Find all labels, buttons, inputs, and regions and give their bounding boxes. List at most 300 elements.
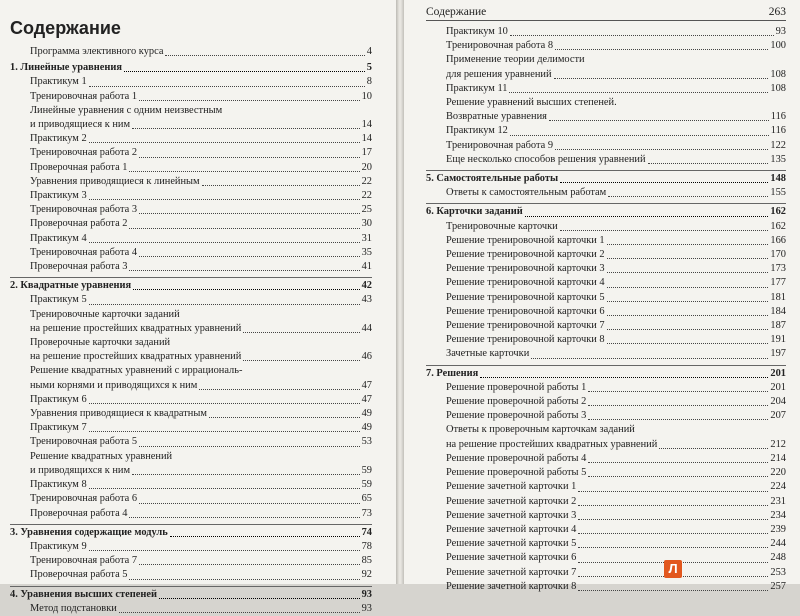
toc-entry <box>426 262 786 276</box>
toc-entry-page: 93 <box>361 588 372 600</box>
toc-entry-page: 253 <box>770 566 786 578</box>
toc-entry <box>426 566 786 580</box>
dot-leader <box>588 391 768 392</box>
toc-entry <box>426 438 786 452</box>
dot-leader <box>588 462 768 463</box>
toc-entry-title: Тренировочная работа 6 <box>30 493 138 505</box>
toc-entry-page: 212 <box>770 438 786 450</box>
toc-entry <box>426 551 786 565</box>
dot-leader <box>89 431 360 432</box>
toc-entry <box>10 308 372 322</box>
toc-entry-page: 78 <box>361 540 372 552</box>
dot-leader <box>607 301 769 302</box>
toc-entry-title: и приводящиеся к ним <box>30 119 131 131</box>
running-header-title: Содержание <box>426 6 487 18</box>
toc-entry-title: для решения уравнений <box>446 68 552 80</box>
toc-entry-title: Тренировочные карточки <box>446 220 558 232</box>
dot-leader <box>578 533 768 534</box>
toc-entry-page: 59 <box>361 479 372 491</box>
toc-entry-page: 116 <box>770 111 786 123</box>
toc-entry-title: Зачетные карточки <box>446 348 530 360</box>
toc-entry-title: 6. Карточки заданий <box>426 206 523 218</box>
dot-leader <box>607 244 769 245</box>
dot-leader <box>89 86 365 87</box>
left-page <box>0 0 396 614</box>
dot-leader <box>607 272 769 273</box>
toc-entry-page: 85 <box>361 555 372 567</box>
toc-entry-page: 239 <box>770 523 786 535</box>
toc-entry <box>10 350 372 364</box>
toc-entry-title: Ответы к самостоятельным работам <box>446 187 607 199</box>
toc-entry-title: 5. Самостоятельные работы <box>426 173 559 185</box>
dot-leader <box>607 329 769 330</box>
dot-leader <box>170 536 360 537</box>
toc-entry-title: Решение уравнений высших степеней. <box>446 97 617 109</box>
dot-leader <box>139 100 360 101</box>
right-page <box>404 0 800 592</box>
dot-leader <box>510 135 769 136</box>
dot-leader <box>139 564 360 565</box>
toc-entry-title: Проверочная работа 1 <box>30 161 128 173</box>
toc-entry-page: 187 <box>770 320 786 332</box>
toc-entry-page: 42 <box>361 280 372 292</box>
dot-leader <box>607 315 769 316</box>
toc-entry-page: 4 <box>366 46 372 57</box>
toc-entry-title: Решение зачетной карточки 2 <box>446 495 577 507</box>
toc-entry-title: Практикум 8 <box>30 479 87 491</box>
toc-list-right <box>426 25 786 594</box>
toc-entry-title: Практикум 5 <box>30 294 87 306</box>
toc-entry-title: Практикум 11 <box>446 82 508 94</box>
toc-entry <box>10 602 372 616</box>
toc-entry <box>10 450 372 464</box>
toc-entry-title: Программа элективного курса <box>30 46 164 57</box>
toc-entry-title: Решение квадратных уравнений <box>30 450 173 462</box>
toc-entry-title: Тренировочная работа 1 <box>30 90 138 102</box>
toc-entry-page: 116 <box>770 125 786 137</box>
toc-entry <box>426 409 786 423</box>
toc-chapter <box>10 586 372 602</box>
toc-entry-page: 10 <box>361 90 372 102</box>
dot-leader <box>139 503 360 504</box>
dot-leader <box>549 120 769 121</box>
dot-leader <box>165 55 364 56</box>
toc-entry-title: Практикум 2 <box>30 133 87 145</box>
toc-entry-page: 231 <box>770 495 786 507</box>
toc-entry-title: Практикум 9 <box>30 540 87 552</box>
toc-entry-title: Решение тренировочной карточки 5 <box>446 291 605 303</box>
toc-entry <box>426 139 786 153</box>
toc-entry-page: 181 <box>770 291 786 303</box>
toc-entry-page: 166 <box>770 234 786 246</box>
toc-entry <box>426 305 786 319</box>
toc-entry-title: Тренировочная работа 7 <box>30 555 138 567</box>
dot-leader <box>510 35 774 36</box>
toc-entry <box>426 276 786 290</box>
dot-leader <box>119 612 360 613</box>
dot-leader <box>89 403 360 404</box>
dot-leader <box>129 270 359 271</box>
dot-leader <box>588 405 768 406</box>
dot-leader <box>531 358 768 359</box>
dot-leader <box>578 491 768 492</box>
toc-entry <box>426 452 786 466</box>
dot-leader <box>129 579 359 580</box>
toc-entry-page: 43 <box>361 294 372 306</box>
toc-entry <box>426 381 786 395</box>
toc-entry-title: Возвратные уравнения <box>446 111 547 123</box>
toc-entry-page: 65 <box>361 493 372 505</box>
toc-entry-title: Решение проверочной работы 4 <box>446 452 587 464</box>
dot-leader <box>555 49 768 50</box>
toc-entry-page: 257 <box>770 580 786 592</box>
dot-leader <box>132 128 360 129</box>
toc-entry <box>10 554 372 568</box>
toc-entry <box>10 232 372 246</box>
toc-entry-page: 207 <box>770 410 786 422</box>
toc-chapter <box>10 524 372 540</box>
toc-entry <box>426 347 786 361</box>
toc-entry-page: 53 <box>361 436 372 448</box>
toc-entry-page: 20 <box>361 161 372 173</box>
toc-entry <box>10 364 372 378</box>
toc-chapter <box>426 203 786 219</box>
toc-entry-page: 49 <box>361 422 372 434</box>
dot-leader <box>89 488 360 489</box>
toc-entry-title: Практикум 7 <box>30 422 87 434</box>
dot-leader <box>89 550 360 551</box>
toc-entry-page: 100 <box>770 40 786 52</box>
dot-leader <box>139 157 360 158</box>
toc-entry <box>426 186 786 200</box>
toc-chapter <box>426 365 786 381</box>
dot-leader <box>132 474 360 475</box>
dot-leader <box>525 216 769 217</box>
toc-entry <box>10 478 372 492</box>
dot-leader <box>607 343 769 344</box>
toc-entry <box>10 379 372 393</box>
toc-entry <box>426 124 786 138</box>
toc-entry-title: Применение теории делимости <box>446 54 585 66</box>
toc-entry <box>10 75 372 89</box>
toc-entry-title: Решение зачетной карточки 4 <box>446 523 577 535</box>
dot-leader <box>578 547 768 548</box>
toc-entry-title: Ответы к проверочным карточкам заданий <box>446 424 635 436</box>
toc-entry <box>426 523 786 537</box>
toc-entry-title: Решение проверочной работы 1 <box>446 381 587 393</box>
toc-entry <box>426 291 786 305</box>
toc-entry-page: 201 <box>770 367 786 379</box>
toc-entry <box>426 580 786 594</box>
toc-entry-title: Практикум 10 <box>446 26 508 37</box>
dot-leader <box>133 289 360 290</box>
toc-entry-page: 47 <box>361 393 372 405</box>
toc-entry-page: 177 <box>770 277 786 289</box>
dot-leader <box>129 171 359 172</box>
dot-leader <box>199 389 359 390</box>
toc-entry-title: 1. Линейные уравнения <box>10 62 122 74</box>
toc-chapter <box>10 277 372 293</box>
toc-entry-page: 191 <box>770 334 786 346</box>
dot-leader <box>243 332 359 333</box>
toc-entry <box>426 333 786 347</box>
toc-entry <box>10 246 372 260</box>
toc-entry-page: 224 <box>770 481 786 493</box>
toc-entry-title: Линейные уравнения с одним неизвестным <box>30 104 223 116</box>
toc-entry-title: Решение тренировочной карточки 1 <box>446 234 605 246</box>
toc-entry-page: 22 <box>361 190 372 202</box>
toc-entry-page: 74 <box>361 526 372 538</box>
toc-entry <box>10 492 372 506</box>
toc-entry <box>426 110 786 124</box>
dot-leader <box>555 149 768 150</box>
toc-entry-title: Решение тренировочной карточки 4 <box>446 277 605 289</box>
toc-entry <box>10 421 372 435</box>
toc-entry-page: 41 <box>361 261 372 273</box>
toc-entry-page: 5 <box>366 62 372 74</box>
dot-leader <box>560 182 768 183</box>
toc-entry-page: 162 <box>770 220 786 232</box>
toc-entry <box>10 464 372 478</box>
toc-entry-title: на решение простейших квадратных уравнений <box>446 438 658 450</box>
toc-chapter <box>426 170 786 186</box>
toc-entry-page: 214 <box>770 452 786 464</box>
dot-leader <box>243 360 359 361</box>
toc-entry-title: Тренировочная работа 8 <box>446 40 554 52</box>
dot-leader <box>480 377 768 378</box>
toc-entry-title: Тренировочная работа 3 <box>30 204 138 216</box>
toc-entry-title: 7. Решения <box>426 367 479 379</box>
toc-entry <box>10 507 372 521</box>
toc-entry-title: Тренировочная работа 5 <box>30 436 138 448</box>
toc-entry <box>426 495 786 509</box>
toc-entry-title: 3. Уравнения содержащие модуль <box>10 526 168 538</box>
dot-leader <box>608 196 768 197</box>
toc-entry-page: 108 <box>770 68 786 80</box>
toc-entry-title: Проверочные карточки заданий <box>30 337 171 349</box>
toc-entry <box>10 45 372 59</box>
toc-entry-page: 73 <box>361 507 372 519</box>
toc-entry <box>10 293 372 307</box>
dot-leader <box>607 287 769 288</box>
dot-leader <box>560 230 769 231</box>
toc-entry <box>426 68 786 82</box>
toc-entry-title: Тренировочные карточки заданий <box>30 308 180 320</box>
toc-entry <box>426 234 786 248</box>
book-gutter <box>396 0 404 584</box>
toc-entry-page: 49 <box>361 408 372 420</box>
toc-entry-title: Уравнения приводящиеся к линейным <box>30 175 200 187</box>
toc-entry-title: Решение зачетной карточки 6 <box>446 552 577 564</box>
toc-entry-title: Практикум 1 <box>30 76 87 88</box>
toc-entry <box>426 466 786 480</box>
toc-entry-page: 162 <box>770 206 786 218</box>
toc-entry <box>426 395 786 409</box>
toc-entry <box>10 322 372 336</box>
toc-entry-page: 8 <box>366 76 372 88</box>
toc-entry-title: Метод подстановки <box>30 602 117 614</box>
toc-entry-page: 59 <box>361 464 372 476</box>
toc-entry-title: Решение зачетной карточки 8 <box>446 580 577 592</box>
toc-entry <box>426 220 786 234</box>
dot-leader <box>607 258 769 259</box>
toc-entry-page: 92 <box>361 569 372 581</box>
toc-entry <box>426 153 786 167</box>
toc-entry <box>10 407 372 421</box>
publisher-logo-icon: Л <box>664 560 682 578</box>
toc-entry <box>426 537 786 551</box>
toc-entry <box>10 90 372 104</box>
toc-entry-page: 201 <box>770 381 786 393</box>
toc-entry-title: на решение простейших квадратных уравнений <box>30 322 242 334</box>
dot-leader <box>139 256 360 257</box>
toc-entry-title: Проверочная работа 2 <box>30 218 128 230</box>
toc-entry-page: 155 <box>770 187 786 199</box>
toc-entry-title: Решение тренировочной карточки 7 <box>446 320 605 332</box>
toc-entry-page: 220 <box>770 467 786 479</box>
toc-entry <box>10 104 372 118</box>
toc-entry-title: Решение тренировочной карточки 2 <box>446 249 605 261</box>
dot-leader <box>129 228 359 229</box>
toc-entry <box>426 423 786 437</box>
dot-leader <box>202 185 360 186</box>
toc-entry-page: 17 <box>361 147 372 159</box>
dot-leader <box>648 163 769 164</box>
dot-leader <box>139 446 360 447</box>
toc-entry-title: Проверочная работа 4 <box>30 507 128 519</box>
dot-leader <box>209 417 360 418</box>
toc-entry <box>426 480 786 494</box>
dot-leader <box>124 71 365 72</box>
toc-entry <box>10 203 372 217</box>
page-number: 263 <box>768 6 786 18</box>
dot-leader <box>588 419 768 420</box>
toc-entry-title: Практикум 3 <box>30 190 87 202</box>
toc-entry-page: 148 <box>770 173 786 185</box>
toc-entry-page: 135 <box>770 153 786 165</box>
toc-entry <box>426 82 786 96</box>
dot-leader <box>659 448 768 449</box>
dot-leader <box>129 517 359 518</box>
toc-entry-title: Решение квадратных уравнений с иррациональ- <box>30 365 243 377</box>
dot-leader <box>159 598 360 599</box>
toc-entry-page: 108 <box>770 82 786 94</box>
toc-entry <box>10 393 372 407</box>
dot-leader <box>139 213 360 214</box>
toc-entry-page: 244 <box>770 538 786 550</box>
toc-entry-page: 14 <box>361 119 372 131</box>
toc-entry-page: 170 <box>770 249 786 261</box>
toc-entry-title: Решение тренировочной карточки 6 <box>446 305 605 317</box>
toc-entry-page: 197 <box>770 348 786 360</box>
dot-leader <box>89 304 360 305</box>
toc-entry-title: Решение зачетной карточки 7 <box>446 566 577 578</box>
toc-entry <box>10 217 372 231</box>
toc-entry <box>10 132 372 146</box>
toc-entry-page: 204 <box>770 396 786 408</box>
toc-entry-title: Тренировочная работа 2 <box>30 147 138 159</box>
toc-entry-page: 93 <box>775 26 786 37</box>
toc-list-left <box>10 45 372 616</box>
toc-entry <box>10 146 372 160</box>
toc-entry <box>10 435 372 449</box>
toc-entry <box>10 540 372 554</box>
dot-leader <box>89 199 360 200</box>
toc-entry-page: 184 <box>770 305 786 317</box>
toc-entry-title: Проверочная работа 5 <box>30 569 128 581</box>
toc-entry <box>426 53 786 67</box>
dot-leader <box>578 519 768 520</box>
toc-entry-page: 44 <box>361 322 372 334</box>
toc-entry <box>426 319 786 333</box>
toc-entry <box>426 509 786 523</box>
dot-leader <box>578 505 768 506</box>
toc-entry-page: 248 <box>770 552 786 564</box>
toc-entry-title: на решение простейших квадратных уравнений <box>30 351 242 363</box>
toc-entry <box>426 39 786 53</box>
toc-entry-page: 25 <box>361 204 372 216</box>
toc-entry <box>10 336 372 350</box>
toc-entry <box>10 161 372 175</box>
toc-chapter <box>10 61 372 75</box>
toc-entry <box>426 248 786 262</box>
toc-entry-title: ными корнями и приводящихся к ним <box>30 379 198 391</box>
dot-leader <box>509 92 768 93</box>
toc-entry-title: Тренировочная работа 9 <box>446 139 554 151</box>
toc-entry-page: 122 <box>770 139 786 151</box>
toc-entry-title: Проверочная работа 3 <box>30 261 128 273</box>
toc-entry <box>426 96 786 110</box>
dot-leader <box>554 78 769 79</box>
toc-entry-page: 30 <box>361 218 372 230</box>
toc-entry-page: 47 <box>361 379 372 391</box>
toc-entry-page: 234 <box>770 509 786 521</box>
toc-entry-title: Решение проверочной работы 3 <box>446 410 587 422</box>
toc-entry-page: 31 <box>361 232 372 244</box>
toc-entry-title: Решение проверочной работы 2 <box>446 396 587 408</box>
running-header <box>426 6 786 21</box>
dot-leader <box>89 242 360 243</box>
toc-entry <box>10 568 372 582</box>
toc-entry <box>10 189 372 203</box>
toc-entry-title: Еще несколько способов решения уравнений <box>446 153 646 165</box>
toc-entry <box>426 25 786 39</box>
toc-entry-title: 4. Уравнения высших степеней <box>10 588 157 600</box>
page-title: Содержание <box>10 18 121 38</box>
toc-entry-title: Тренировочная работа 4 <box>30 246 138 258</box>
toc-entry <box>10 118 372 132</box>
toc-entry-title: Практикум 4 <box>30 232 87 244</box>
toc-entry-page: 35 <box>361 246 372 258</box>
toc-entry-title: Уравнения приводящиеся к квадратным <box>30 408 207 420</box>
dot-leader <box>89 142 360 143</box>
toc-entry-title: Практикум 12 <box>446 125 508 137</box>
toc-entry <box>10 260 372 274</box>
toc-entry <box>10 175 372 189</box>
toc-entry-page: 173 <box>770 263 786 275</box>
toc-entry-title: Решение тренировочной карточки 8 <box>446 334 605 346</box>
toc-entry-title: Решение зачетной карточки 5 <box>446 538 577 550</box>
toc-entry-title: и приводящихся к ним <box>30 464 131 476</box>
dot-leader <box>588 476 768 477</box>
toc-entry-title: 2. Квадратные уравнения <box>10 280 132 292</box>
toc-entry-page: 14 <box>361 133 372 145</box>
toc-entry-title: Решение тренировочной карточки 3 <box>446 263 605 275</box>
toc-entry-title: Решение зачетной карточки 3 <box>446 509 577 521</box>
toc-entry-page: 22 <box>361 175 372 187</box>
toc-entry-title: Решение проверочной работы 5 <box>446 467 587 479</box>
toc-entry-page: 93 <box>361 602 372 614</box>
